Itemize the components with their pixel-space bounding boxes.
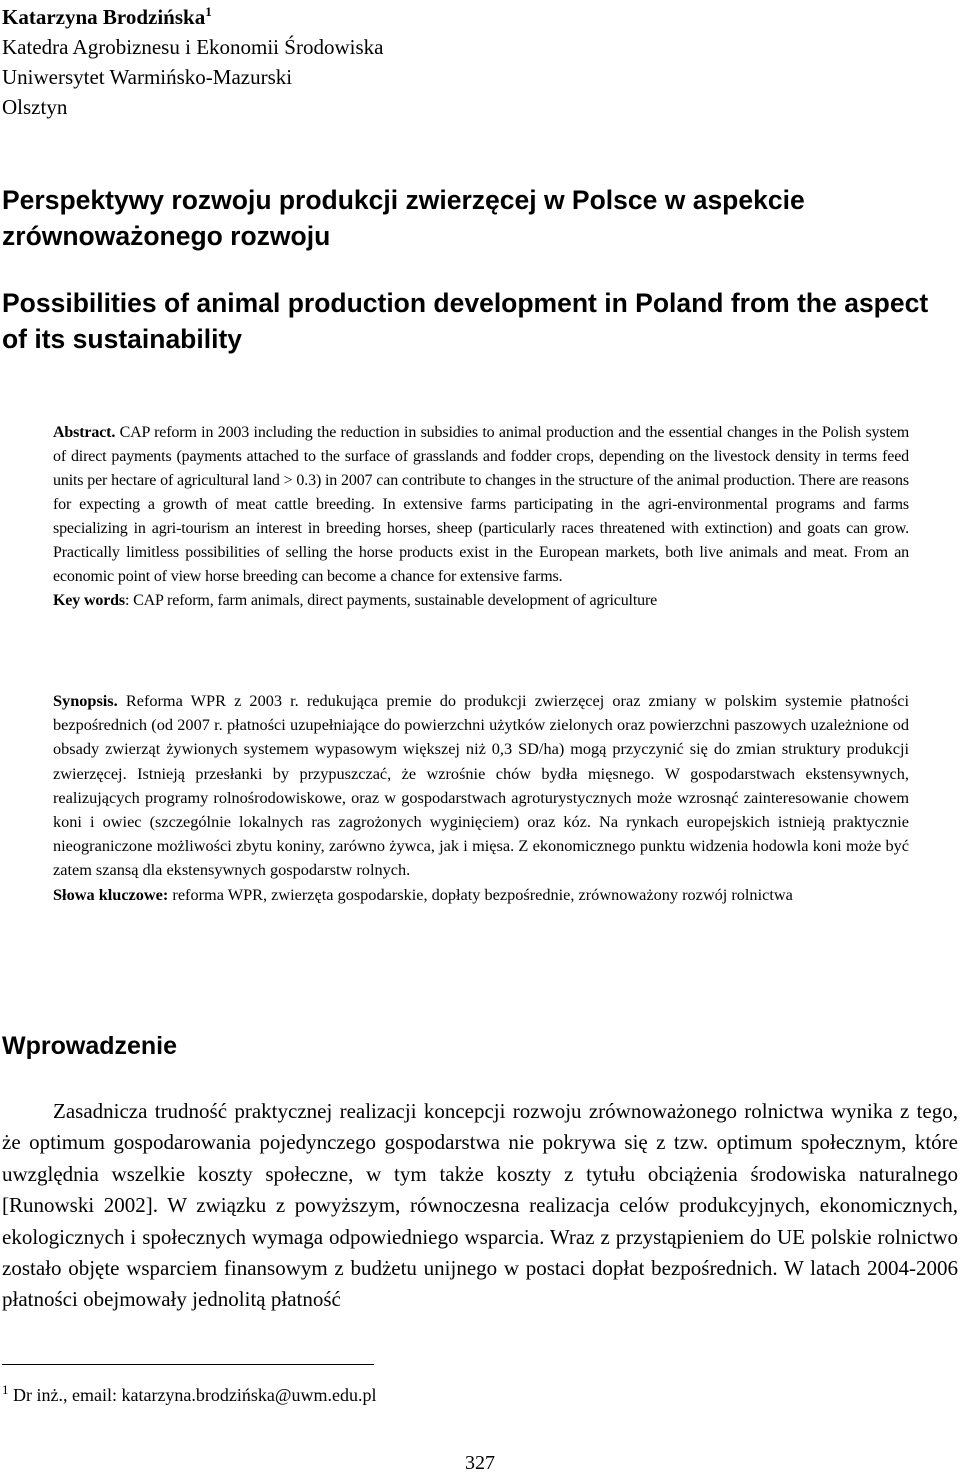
abstract-label: Abstract.: [53, 424, 116, 441]
synopsis-label: Synopsis.: [53, 691, 118, 710]
section-heading: Wprowadzenie: [2, 1032, 178, 1060]
section-body: Zasadnicza trudność praktycznej realizacji koncepcji rozwoju zrównoważonego rolnictwa wynika z tego, że optimum gospodarowania pojedynczego gospodarstwa nie pokrywa się z tzw. optimum społecznym, które uwzględnia wszelkie koszty społeczne, w tym także koszty z tytułu obciążenia środowiska naturalnego [Runowski 2002]. W związku z powyższym, równoczesna realizacja celów produkcyjnych, ekonomicznych, ekologicznych i społecznych wymaga odpowiedniego wsparcia. Wraz z przystąpieniem do UE polskie rolnictwo zostało objęte wsparciem finansowym z budżetu unijnego w postaci dopłat bezpośrednich. W latach 2004-2006 płatności obejmowały jednolitą płatność: [2, 1099, 958, 1312]
affiliation-department: Katedra Agrobiznesu i Ekonomii Środowiska: [2, 35, 384, 59]
footnote: [2, 1378, 376, 1407]
author-footnote-mark: 1: [205, 4, 212, 19]
abstract: [53, 421, 909, 613]
keywords-label: Key words: [53, 592, 125, 609]
title-polish: Perspektywy rozwoju produkcji zwierzęcej w Polsce w aspekcie zrównoważonego rozwoju: [2, 185, 805, 251]
synopsis: [53, 689, 909, 907]
affiliation-university: Uniwersytet Warmińsko-Mazurski: [2, 65, 293, 89]
page-number: 327: [465, 1452, 495, 1474]
abstract-text: CAP reform in 2003 including the reduction in subsidies to animal production and the essential changes in the Polish system of direct payments (payments attached to the surface of grasslands and fodder crops, depending on the livestock density in terms feed units per hectare of agricultural land > 0.3) in 2007 can contribute to changes in the structure of the animal production. There are reasons for expecting a growth of meat cattle breeding. In extensive farms participating in the agri-environmental programs and farms specializing in agri-tourism an interest in breeding horses, sheep (particularly races threatened with extinction) and goats can grow. Practically limitless possibilities of selling the horse products exist in the European markets, both live animals and meat. From an economic point of view horse breeding can become a chance for extensive farms.: [53, 424, 909, 585]
slowa-kluczowe-label: Słowa kluczowe:: [53, 884, 169, 904]
affiliation-city: Olsztyn: [2, 95, 68, 119]
footnote-text: Dr inż., email: katarzyna.brodzińska@uwm.edu.pl: [8, 1385, 377, 1405]
author-name-text: Katarzyna Brodzińska: [2, 5, 206, 29]
footnote-mark: 1: [2, 1382, 9, 1397]
author-block: [2, 2, 383, 122]
author-name: [2, 2, 383, 32]
title-english: Possibilities of animal production development in Poland from the aspect of its sustainability: [2, 288, 929, 354]
keywords-text: : CAP reform, farm animals, direct payments, sustainable development of agriculture: [124, 592, 658, 609]
footnote-divider: [2, 1364, 374, 1365]
synopsis-text: Reforma WPR z 2003 r. redukująca premie do produkcji zwierzęcej oraz zmiany w polskim systemie płatności bezpośrednich (od 2007 r. płatności uzupełniające do powierzchni użytków zielonych oraz powierzchni paszowych uzależnione od obsady zwierząt żywionych systemem wypasowym większej niż 0,3 SD/ha) mogą przyczynić się do zmian struktury produkcji zwierzęcej. Istnieją przesłanki by przypuszczać, że wzrośnie chów bydła mięsnego. W gospodarstwach ekstensywnych, realizujących programy rolnośrodowiskowe, oraz w gospodarstwach agroturystycznych może wzrosnąć zainteresowanie chowem koni i owiec (szczególnie lokalnych ras zagrożonych wyginięciem) oraz kóz. Na rynkach europejskich istnieją praktycznie nieograniczone możliwości zbytu koniny, zarówno żywca, jak i mięsa. Z ekonomicznego punktu widzenia hodowla koni może być zatem szansą dla ekstensywnych gospodarstw rolnych.: [53, 691, 909, 880]
slowa-kluczowe-text: reforma WPR, zwierzęta gospodarskie, dopłaty bezpośrednie, zrównoważony rozwój rolnictwa: [168, 884, 793, 904]
